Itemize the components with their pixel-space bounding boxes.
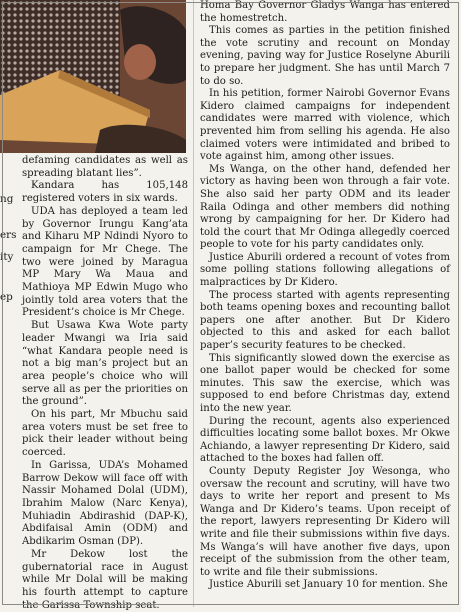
paragraph: On his part, Mr Mbuchu said area voters must be set free to pick their leader without being coerced. (22, 409, 188, 459)
paragraph: Homa Bay Governor Gladys Wanga has entered the homestretch. (200, 0, 450, 24)
paragraph: But Usawa Kwa Wote party leader Mwangi wa Iria said “what Kandara people need is not a big man’s project but an area people’s choice who will serve all as per the priorities on the ground”. (22, 320, 188, 408)
margin-fragment: ity (0, 251, 14, 263)
margin-fragment: ep (0, 291, 13, 303)
paragraph: This significantly slowed down the exercise as one ballot paper would be checked for some minutes. This saw the exercise, which was supposed to end before Christmas day, extend into the new year. (200, 352, 450, 414)
paragraph: In Garissa, UDA’s Mohamed Barrow Dekow will face off with Nassir Mohamed Dolal (UDM), Ibrahim Malow (Narc Kenya), Muhiadin Abdirashid (DAP-K), Abdifaisal Amin (ODM) and Abdikarim Osman (DP). (22, 459, 188, 548)
adjacent-column-fragments (0, 192, 17, 304)
column-divider (193, 0, 194, 607)
right-article-column (200, 0, 450, 592)
paragraph: This comes as parties in the petition finished the vote scrutiny and recount on Monday evening, paving way for Justice Roselyne Aburili to prepare her judgment. She has until March 7 to do so. (200, 25, 450, 87)
paragraph: Justice Aburili ordered a recount of votes from some polling stations following allegations of malpractices by Dr Kidero. (200, 251, 450, 289)
paragraph: Mr Dekow lost the gubernatorial race in August while Mr Dolal will be making his fourth attempt to capture the Garissa Township seat. (22, 548, 188, 611)
news-photo (0, 0, 186, 153)
photo-illustration (0, 0, 186, 153)
margin-fragment: ers (0, 229, 17, 241)
paragraph: Justice Aburili set January 10 for mention. She (209, 579, 448, 591)
paragraph: During the recount, agents also experienced difficulties locating some ballot boxes. Mr Okwe Achiando, a lawyer representing Dr Kidero, said attached to the boxes had fallen off. (200, 415, 450, 465)
left-article-column (22, 155, 188, 612)
paragraph: Ms Wanga, on the other hand, defended her victory as having been won through a fair vote. She also said her party ODM and its leader Raila Odinga and other members did nothing wrong by campaigning for her. Dr Kidero had told the court that Mr Odinga allegedly coerced people to vote for his party candidates only. (200, 163, 450, 251)
paragraph: County Deputy Register Joy Wesonga, who oversaw the recount and scrutiny, will have two days to write her report and present to Ms Wanga and Dr Kidero’s teams. Upon receipt of the report, lawyers representing Dr Kidero will write and file their submissions within five days. Ms Wanga’s will have another five days, upon receipt of the submission from the other team, to write and file their submissions. (200, 465, 450, 578)
margin-fragment: ng (0, 193, 14, 205)
paragraph: Kandara has 105,148 registered voters in six wards. (22, 180, 188, 205)
paragraph: In his petition, former Nairobi Governor Evans Kidero claimed campaigns for independent candidates were marred with violence, which prevented him from selling his agenda. He also claimed voters were intimidated and bribed to vote against him, among other issues. (200, 88, 450, 163)
paragraph: The process started with agents representing both teams opening boxes and recounting ballot papers one after another. But Dr Kidero objected to this and asked for each ballot paper’s security features to be checked. (200, 289, 450, 352)
paragraph: UDA has deployed a team led by Governor Irungu Kang’ata and Kiharu MP Ndindi Nyoro to campaign for Mr Chege. The two were joined by Maragua MP Mary Wa Maua and Mathioya MP Edwin Mugo who jointly told area voters that the President’s choice is Mr Chege. (22, 205, 188, 319)
paragraph: defaming candidates as well as spreading blatant lies”. (22, 155, 188, 179)
